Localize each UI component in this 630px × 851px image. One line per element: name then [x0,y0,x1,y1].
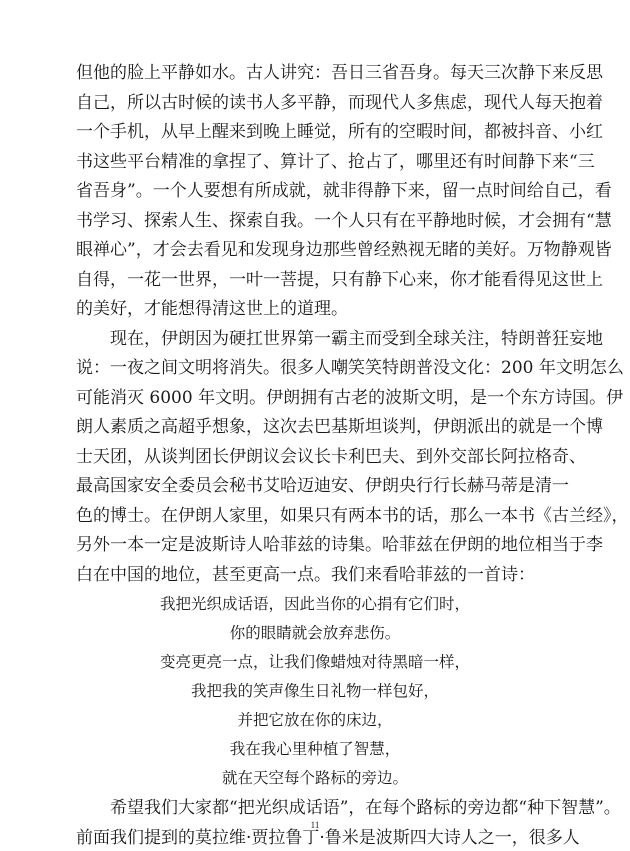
text-line: 一个手机，从早上醒来到晚上睡觉，所有的空暇时间，都被抖音、小红 [76,122,603,142]
page-number: 11 [310,820,320,830]
text-line: 另外一本一定是波斯诗人哈菲兹的诗集。哈菲兹在伊朗的地位相当于李 [76,535,603,555]
text-line: 朗人素质之高超乎想象，这次去巴基斯坦谈判，伊朗派出的就是一个博 [76,417,603,437]
text-line: 现在，伊朗因为硬扛世界第一霸主而受到全球关注，特朗普狂妄地 [110,329,603,349]
poem-line: 我在我心里种植了智慧， [229,740,401,758]
text-line: 书这些平台精准的拿捏了、算计了、抢占了，哪里还有时间静下来“三 [76,152,595,172]
text-line: 书学习、探索人生、探索自我。一个人只有在平静地时候，才会拥有“慧 [76,211,612,231]
text-line: 省吾身”。一个人要想有所成就，就非得静下来，留一点时间给自己，看 [76,181,612,201]
text-line: 眼禅心”，才会去看见和发现身边那些曾经熟视无睹的美好。万物静观皆 [76,240,612,260]
text-line: 希望我们大家都“把光织成话语”，在每个路标的旁边都“种下智慧”。 [110,798,621,818]
text-line: 但他的脸上平静如水。古人讲究：吾日三省吾身。每天三次静下来反思 [76,63,603,83]
poem-line: 就在天空每个路标的旁边。 [221,769,408,787]
text-line: 可能消灭 6000 年文明。伊朗拥有古老的波斯文明，是一个东方诗国。伊 [76,388,624,408]
text-line: 自己，所以古时候的读书人多平静，而现代人多焦虑，现代人每天抱着 [76,93,603,113]
poem-line: 你的眼睛就会放弃悲伤。 [229,624,401,642]
text-line: 最高国家安全委员会秘书艾哈迈迪安、伊朗央行行长赫马蒂是清一 [76,476,569,496]
text-line: 前面我们提到的莫拉维·贾拉鲁丁·鲁米是波斯四大诗人之一，很多人 [76,828,580,848]
text-line: 士天团，从谈判团长伊朗议会议长卡利巴夫、到外交部长阿拉格奇、 [76,447,586,467]
text-line: 的美好，才能想得清这世上的道理。 [76,299,348,319]
text-line: 自得，一花一世界，一叶一菩提，只有静下心来，你才能看得见这世上 [76,270,603,290]
poem-line: 并把它放在你的床边， [237,711,393,729]
poem-line: 我把光织成话语，因此当你的心捐有它们时， [159,595,470,613]
poem-line: 变亮更亮一点，让我们像蜡烛对待黑暗一样， [159,653,470,671]
text-line: 色的博士。在伊朗人家里，如果只有两本书的话，那么一本书《古兰经》， [76,506,629,526]
text-line: 说：一夜之间文明将消失。很多人嘲笑笑特朗普没文化：200 年文明怎么 [76,358,624,378]
poem-line: 我把我的笑声像生日礼物一样包好， [190,682,439,700]
text-line: 白在中国的地位，甚至更高一点。我们来看哈菲兹的一首诗： [76,565,535,585]
